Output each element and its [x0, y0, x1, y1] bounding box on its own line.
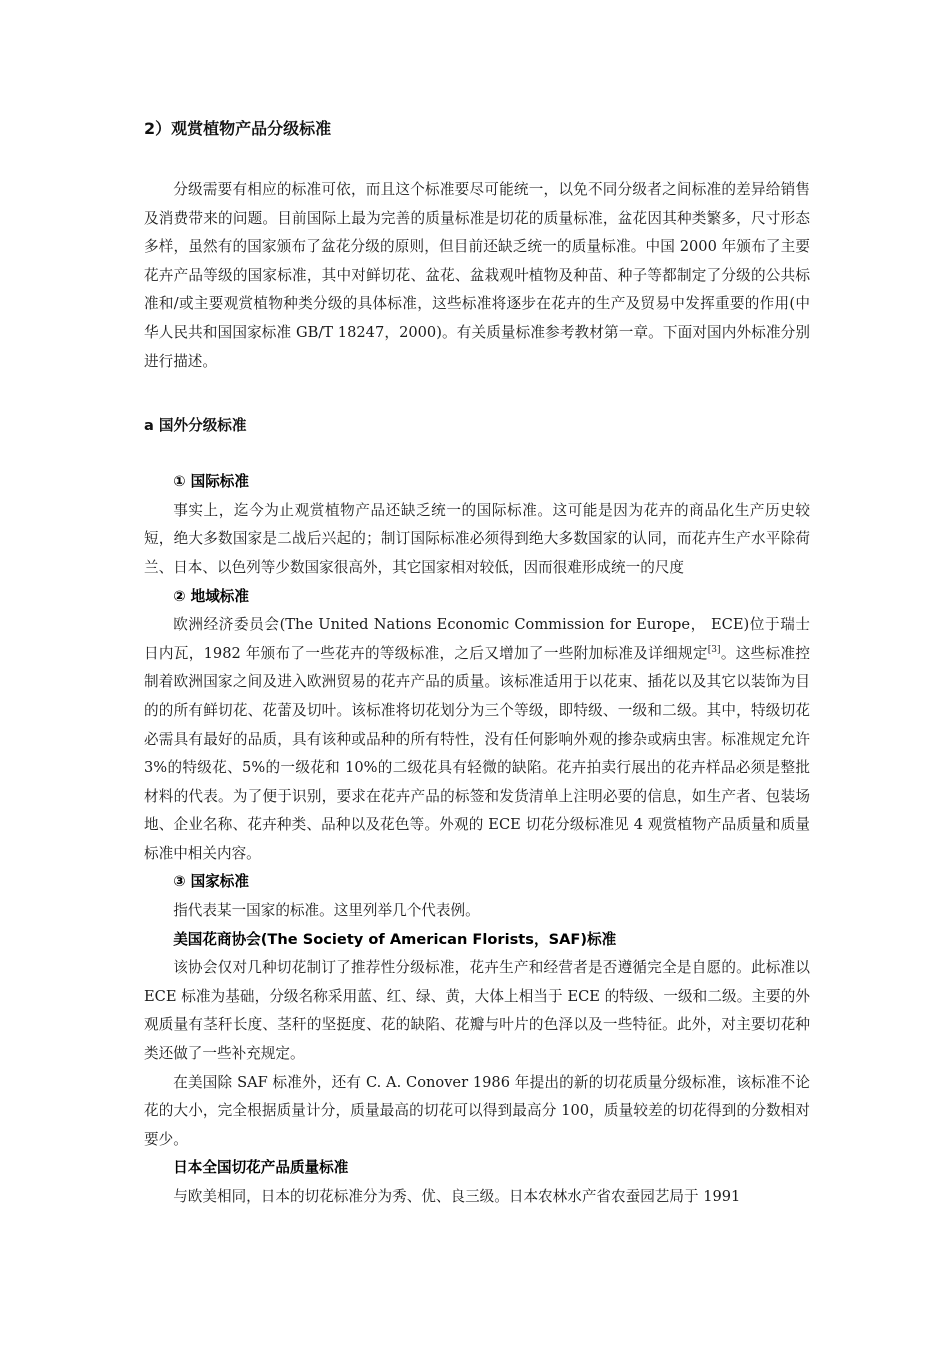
section-title: 2）观赏植物产品分级标准 — [144, 119, 332, 138]
heading-national-standard: ③ 国家标准 — [173, 873, 249, 891]
reference-marker: [3] — [707, 644, 721, 655]
intro-paragraph: 分级需要有相应的标准可依，而且这个标准要尽可能统一，以免不同分级者之间标准的差异给销售及消费带来的问题。目前国际上最为完善的质量标准是切花的质量标准，盆花因其种类繁多，尺寸形态多样，虽然有的国家颁布了盆花分级的原则，但目前还缺乏统一的质量标准。中国 2000 年颁布了主要花卉产品等级的国家标准，其中对鲜切花、盆花、盆栽观叶植物及种苗、种子等都制定了分级的公共标准和/或主要观赏植物种类分级的具体标准，这些标准将逐步在花卉的生产及贸易中发挥重要的作用(中华人民共和国国家标准 GB/T 18247，2000)。有关质量标准参考教材第一章。下面对国内外标准分别进行描述。 — [144, 181, 810, 370]
paragraph-national-standard: 指代表某一国家的标准。这里列举几个代表例。 — [173, 902, 480, 920]
paragraph-japan-standard: 与欧美相同，日本的切花标准分为秀、优、良三级。日本农林水产省农蚕园艺局于 1991 — [173, 1188, 741, 1205]
subsection-heading-foreign-standards: a 国外分级标准 — [144, 417, 247, 435]
paragraph-regional-standard — [144, 611, 810, 868]
regional-text-part2: 。这些标准控制着欧洲国家之间及进入欧洲贸易的花卉产品的质量。该标准适用于以花束、插花以及其它以装饰为目的的所有鲜切花、花蕾及切叶。该标准将切花划分为三个等级，即特级、一级和二级。其中，特级切花必需具有最好的品质，具有该种或品种的所有特性，没有任何影响外观的掺杂或病虫害。标准规定允许 3%的特级花、5%的一级花和 10%的二级花具有轻微的缺陷。花卉拍卖行展出的花卉样品必须是整批材料的代表。为了便于识别，要求在花卉产品的标签和发货清单上注明必要的信息，如生产者、包装场地、企业名称、花卉种类、品种以及花色等。外观的 ECE 切花分级标准见 4 观赏植物产品质量和质量标准中相关内容。 — [144, 644, 810, 862]
paragraph-conover-standard: 在美国除 SAF 标准外，还有 C. A. Conover 1986 年提出的新的切花质量分级标准，该标准不论花的大小，完全根据质量计分，质量最高的切花可以得到最高分 100，质量较差的切花得到的分数相对要少。 — [144, 1073, 810, 1148]
heading-international-standard: ① 国际标准 — [173, 473, 249, 491]
heading-japan-standard: 日本全国切花产品质量标准 — [173, 1159, 349, 1177]
paragraph-saf-standard: 该协会仅对几种切花制订了推荐性分级标准，花卉生产和经营者是否遵循完全是自愿的。此标准以 ECE 标准为基础，分级名称采用蓝、红、绿、黄，大体上相当于 ECE 的特级、一级和二级。主要的外观质量有茎秆长度、茎秆的坚挺度、花的缺陷、花瓣与叶片的色泽以及一些特征。此外，对主要切花种类还做了一些补充规定。 — [144, 959, 810, 1063]
paragraph-international-standard: 事实上，迄今为止观赏植物产品还缺乏统一的国际标准。这可能是因为花卉的商品化生产历史较短，绝大多数国家是二战后兴起的；制订国际标准必须得到绝大多数国家的认同，而花卉生产水平除荷兰、日本、以色列等少数国家很高外，其它国家相对较低，因而很难形成统一的尺度 — [144, 501, 810, 576]
page-content — [144, 116, 810, 1212]
heading-saf-standard: 美国花商协会(The Society of American Florists，SAF)标准 — [173, 930, 617, 948]
regional-text-part1: 欧洲经济委员会(The United Nations Economic Commission for Europe， ECE)位于瑞士日内瓦，1982 年颁布了一些花卉的等级标准，之后又增加了一些附加标准及详细规定 — [144, 616, 810, 662]
heading-regional-standard: ② 地域标准 — [173, 587, 249, 605]
